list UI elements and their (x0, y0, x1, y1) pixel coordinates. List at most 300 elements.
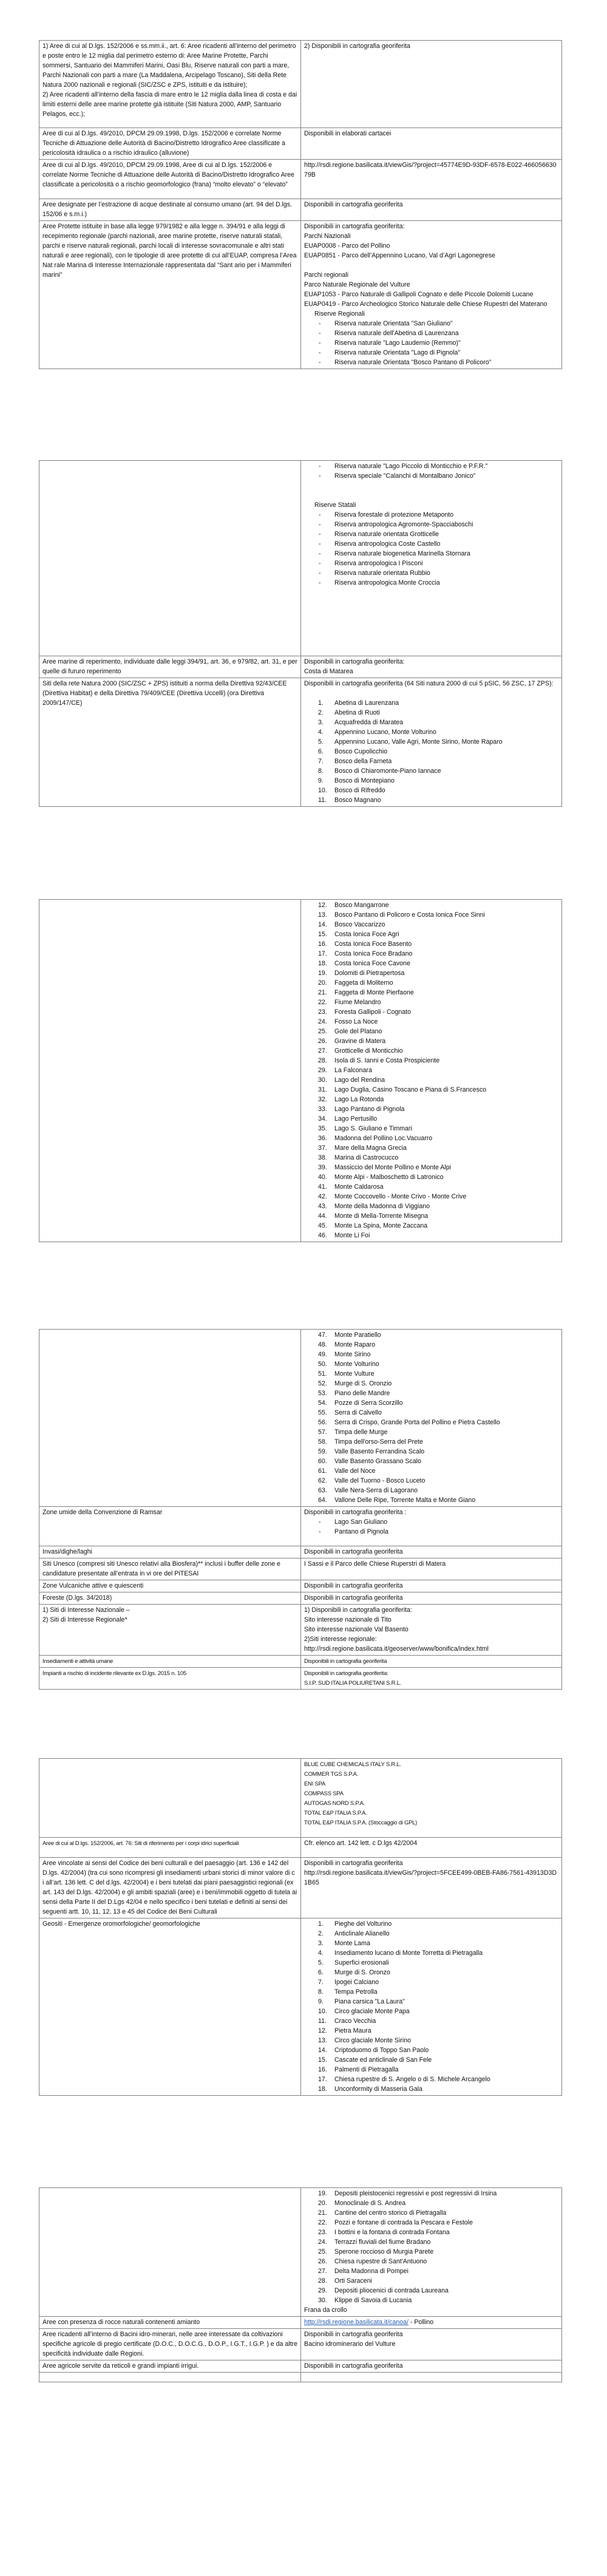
site-name: Bosco Cupolicchio (334, 748, 388, 755)
site-name: Pietra Maura (334, 2027, 371, 2034)
site-name: Costa Ionica Foce Bradano (334, 950, 413, 957)
site-name: Monte Sirino (334, 1351, 371, 1358)
list-item (304, 1987, 558, 1997)
list-number: 3. (318, 1940, 324, 1947)
table-row-empty (39, 2373, 562, 2382)
site-name: Pozzi e fontane di contrada la Pescara e Festole (334, 2219, 473, 2226)
site-name: Chiesa rupestre di Sant'Antuono (334, 2258, 427, 2265)
state-reserves-list (304, 510, 558, 588)
list-number: 24. (318, 2238, 327, 2246)
empty-cell (301, 2373, 562, 2382)
site-name: Bosco di Rifreddo (334, 787, 385, 794)
list-number: 45. (318, 1222, 327, 1229)
reserve-name: Riserva naturale biogenetica Marinella Stornara (334, 550, 470, 557)
list-item (304, 2266, 558, 2276)
geosites-list (304, 2189, 558, 2305)
list-item (304, 1427, 558, 1437)
list-item (304, 1330, 558, 1340)
list-item (304, 920, 558, 929)
company-name: COMPASS SPA (304, 1790, 344, 1796)
availability-text: Disponibili in cartografia georiferita: (304, 1670, 388, 1676)
site-name: Isola di S. Ianni e Costa Prospiciente (334, 1057, 440, 1064)
site-name: Monte Vulture (334, 1370, 375, 1378)
list-item (304, 1929, 558, 1939)
site-name: Vallone Delle Ripe, Torrente Malta e Monte Giano (334, 1497, 476, 1504)
list-number: 25. (318, 2248, 327, 2255)
criteria-text: Aree agricole servite da reticoli e grandi impianti irrigui. (39, 2360, 301, 2373)
site-name: Massiccio del Monte Pollino e Monte Alpi (334, 1164, 451, 1171)
site-name: Valle Nera-Serra di Lagorano (334, 1487, 418, 1494)
list-number: 12. (318, 2027, 327, 2034)
list-number: 63. (318, 1487, 327, 1494)
list-item (304, 1958, 558, 1968)
site-name: Anticlinale Alianello (334, 1930, 390, 1937)
row-availability (301, 2188, 562, 2317)
list-item (304, 1065, 558, 1075)
list-number: 28. (318, 1057, 327, 1064)
list-number: 25. (318, 1028, 327, 1035)
table-fragment-4 (39, 1329, 562, 1690)
site-name: Acquafredda di Maratea (334, 719, 404, 726)
ramsar-list (304, 1517, 558, 1537)
list-item (304, 708, 558, 718)
list-number: 11. (318, 2017, 327, 2025)
table-row (39, 2317, 562, 2329)
gis-link[interactable]: http://rsdi.regione.basilicata.it/viewGis/?project=5FCEE499-0BEB-FA86-7561-43913D3D1B65 (304, 1869, 557, 1886)
list-number: 59. (318, 1448, 327, 1455)
row-availability (301, 2317, 562, 2329)
list-item (304, 997, 558, 1007)
criteria-text: Aree ricadenti all’interno di Bacini idro-minerari, nelle aree interessate da coltivazioni specifiche agricole di pregio certificate (D.O.C., D.O.C.G., D.O.P., I.G.T., I.G.P. ) e da altre specificità individuate dalle Regioni. (39, 2329, 301, 2360)
list-item (304, 1182, 558, 1192)
spacer (304, 491, 558, 500)
list-number: 2. (318, 1930, 324, 1937)
list-item (304, 461, 558, 471)
list-number: 26. (318, 1038, 327, 1045)
list-item (304, 1114, 558, 1124)
site-name: Lago Pertusillo (334, 1115, 378, 1123)
list-number: 34. (318, 1115, 327, 1123)
list-item (304, 1104, 558, 1114)
list-number: 16. (318, 2066, 327, 2073)
site-name: Appennino Lucano, Monte Volturino (334, 729, 436, 736)
site-name: Monte Li Foi (334, 1232, 370, 1239)
site-name: Murge di S. Oronzio (334, 1380, 392, 1387)
site-name: Foresta Gallipoli - Cognato (334, 1008, 412, 1016)
availability-text: Bacino idrominerario del Vulture (304, 2340, 396, 2348)
list-item (304, 1977, 558, 1987)
list-item (304, 959, 558, 968)
spacer (304, 481, 558, 491)
bullet-dash-icon: - (319, 472, 321, 480)
list-item (304, 1085, 558, 1095)
availability-text: Costa di Matarea (304, 668, 353, 675)
list-item (304, 1163, 558, 1172)
site-name: Insediamento lucano di Monte Torretta di Pietragalla (334, 1949, 483, 1957)
bullet-dash-icon: - (319, 320, 321, 327)
table-row (39, 1507, 562, 1546)
list-number: 9. (318, 777, 324, 784)
row-availability (301, 41, 562, 128)
availability-text: Frana da crollo (304, 2306, 347, 2314)
list-item (304, 1211, 558, 1221)
list-number: 10. (318, 2008, 327, 2015)
natura-sites-list (304, 900, 558, 1240)
list-item (304, 2075, 558, 2084)
availability-text: 1) Disponibili in cartografia georiferita: (304, 1606, 412, 1614)
table-row-protected-areas-cont (39, 461, 562, 656)
site-name: Cascate ed anticlinale di San Fele (334, 2056, 432, 2064)
list-number: 1. (318, 699, 324, 707)
reserve-name: Riserva antropologica Coste Castello (334, 540, 441, 548)
site-name: Piano delle Mandre (334, 1390, 390, 1397)
site-name: Piana carsica "La Laura" (334, 1998, 405, 2005)
list-number: 14. (318, 921, 327, 928)
bullet-dash-icon: - (319, 1518, 321, 1526)
row-criteria (39, 128, 301, 160)
criteria-text: Aree con presenza di rocce naturali contenenti amianto (39, 2317, 301, 2329)
site-name: Fiume Melandro (334, 999, 381, 1006)
list-item (304, 358, 558, 367)
site-name: Valle del Tuorno - Bosco Luceto (334, 1477, 426, 1484)
list-item (304, 1192, 558, 1201)
site-name: Madonna del Pollino Loc.Vacuarro (334, 1135, 433, 1142)
reserve-name: Riserva speciale "Calanchi di Montalbano Jonico" (334, 472, 476, 480)
site-name: Faggeta di Moliterno (334, 979, 393, 987)
list-number: 3. (318, 719, 324, 726)
list-item (304, 328, 558, 338)
park-item: EUAP0008 - Parco del Pollino (304, 242, 390, 250)
list-item (304, 978, 558, 988)
bullet-dash-icon: - (319, 511, 321, 518)
site-name: Bosco di Chiaromonte-Piano Iannace (334, 767, 441, 775)
criteria-text: Zone umide della Convenzione di Ramsar (39, 1507, 301, 1546)
regional-reserves-list-cont (304, 461, 558, 481)
site-name: Faggeta di Monte Pierfaone (334, 989, 414, 996)
natura-sites-list (304, 1330, 558, 1505)
list-number: 19. (318, 970, 327, 977)
list-item (304, 1369, 558, 1379)
list-number: 38. (318, 1154, 327, 1161)
list-number: 54. (318, 1399, 327, 1407)
list-item (304, 1997, 558, 2007)
list-number: 27. (318, 1047, 327, 1055)
table-row (39, 656, 562, 678)
list-item (304, 1046, 558, 1056)
bullet-dash-icon: - (319, 531, 321, 538)
list-number: 40. (318, 1174, 327, 1181)
row-criteria (39, 656, 301, 678)
national-parks-heading: Parchi Nazionali (304, 233, 351, 240)
list-number: 12. (318, 902, 327, 909)
list-number: 21. (318, 989, 327, 996)
table-row (39, 1858, 562, 1918)
list-item (304, 2208, 558, 2218)
row-availability (301, 1858, 562, 1918)
site-name: Monte di Mella-Torrente Misegna (334, 1212, 429, 1220)
site-name: Bosco Pantano di Policoro e Costa Ionica Foce Sinni (334, 911, 485, 919)
list-item (304, 1201, 558, 1211)
criteria-text: 2) Siti di Interesse Regionale* (42, 1616, 127, 1623)
company-name: TOTAL E&P ITALIA S.P.A. (304, 1809, 367, 1816)
availability-text: I Sassi e il Parco delle Chiese Ruperstri di Matera (301, 1558, 562, 1580)
criteria-text: 1) Siti di Interesse Nazionale – (42, 1606, 130, 1614)
criteria-text: Impianti a rischio di incidente rilevante ex D.lgs. 2015 n. 105 (39, 1668, 301, 1690)
availability-text: Cfr. elenco art. 142 lett. c D.lgs 42/2004 (301, 1838, 562, 1858)
list-number: 20. (318, 2200, 327, 2207)
list-item (304, 1456, 558, 1466)
list-item (304, 1447, 558, 1456)
list-number: 33. (318, 1106, 327, 1113)
row-criteria (39, 41, 301, 128)
list-item (304, 910, 558, 920)
list-item (304, 471, 558, 481)
natura-sites-list (304, 698, 558, 805)
list-number: 24. (318, 1018, 327, 1025)
availability-text: Disponibili in cartografia georiferita (304, 201, 403, 208)
bonifica-link[interactable]: http://rsdi.regione.basilicata.it/geoserver/www/bonifica/index.html (304, 1645, 489, 1653)
list-number: 64. (318, 1497, 327, 1504)
row-criteria (39, 2188, 301, 2317)
site-name: La Falconara (334, 1067, 372, 1074)
table-row-geositi-cont (39, 2188, 562, 2317)
list-number: 37. (318, 1144, 327, 1152)
list-item (304, 988, 558, 997)
site-name: Orti Saraceni (334, 2277, 372, 2285)
row-availability (301, 656, 562, 678)
list-item (304, 1379, 558, 1388)
table-row (39, 160, 562, 199)
criteria-text: Zone Vulcaniche attive e quiescenti (39, 1580, 301, 1592)
site-name: Timpa delle Murge (334, 1429, 388, 1436)
list-item (304, 929, 558, 939)
site-name: Serra di Calvello (334, 1409, 382, 1416)
list-item (304, 949, 558, 959)
list-item (304, 2247, 558, 2257)
site-name: Circo glaciale Monte Sirino (334, 2037, 412, 2044)
list-item (304, 510, 558, 520)
table-row (39, 1838, 562, 1858)
list-number: 42. (318, 1193, 327, 1200)
list-item (304, 2286, 558, 2296)
bullet-dash-icon: - (319, 540, 321, 548)
list-number: 43. (318, 1203, 327, 1210)
availability-intro: Disponibili in cartografia georiferita: (304, 223, 405, 230)
list-number: 30. (318, 1076, 327, 1084)
list-item (304, 1350, 558, 1359)
list-item (304, 529, 558, 539)
site-name: Terrazzi fluviali del fiume Bradano (334, 2238, 431, 2246)
canoa-link[interactable]: http://rsdi.regione.basilicata.it/canoa/ (304, 2319, 409, 2326)
list-item (304, 2237, 558, 2247)
gis-link[interactable]: http://rsdi.regione.basilicata.it/viewGis/?project=45774E9D-93DF-6578-E022-46605663079B (304, 161, 557, 178)
list-item (304, 2036, 558, 2045)
list-number: 29. (318, 2287, 327, 2294)
list-item (304, 900, 558, 910)
list-item (304, 1418, 558, 1427)
list-number: 41. (318, 1183, 327, 1191)
list-item (304, 338, 558, 348)
reserve-name: Riserva naturale Orientata "San Giuliano" (334, 320, 453, 327)
list-number: 2. (318, 709, 324, 716)
availability-intro: Disponibili in cartografia georiferita (64 Siti natura 2000 di cui 5 pSIC, 56 ZSC, 17 ZPS): (304, 680, 554, 687)
bullet-dash-icon: - (319, 339, 321, 347)
row-criteria (39, 1759, 301, 1838)
site-name: Monte Lama (334, 1940, 370, 1947)
table-row-natura-2000-cont (39, 900, 562, 1242)
company-name: ENI SPA (304, 1780, 325, 1787)
empty-cell (39, 2373, 301, 2382)
regional-reserves-list (304, 319, 558, 367)
bullet-dash-icon: - (319, 521, 321, 528)
reserve-name: Riserva naturale dell'Abetina di Laurenzana (334, 330, 459, 337)
list-item (304, 2296, 558, 2305)
row-criteria (39, 199, 301, 221)
site-name: Monte Alpi - Malboschetto di Latronico (334, 1174, 444, 1181)
spacer (304, 688, 558, 698)
table-fragment-5 (39, 1758, 562, 2096)
list-item (304, 1007, 558, 1017)
list-number: 56. (318, 1419, 327, 1426)
list-number: 47. (318, 1331, 327, 1339)
bullet-dash-icon: - (319, 1528, 321, 1535)
site-name: Superfici erosionali (334, 1959, 389, 1966)
list-item (304, 776, 558, 786)
list-item (304, 1495, 558, 1505)
list-item (304, 319, 558, 328)
spacer (304, 260, 558, 270)
company-name: TOTAL E&P ITALIA S.P.A. (Stoccaggio di GPL) (304, 1819, 418, 1826)
table-row (39, 199, 562, 221)
list-item (304, 1476, 558, 1486)
site-name: Valle Basento Ferrandina Scalo (334, 1448, 425, 1455)
site-name: Pozze di Serra Scorzillo (334, 1399, 403, 1407)
availability-text: 2)Siti interesse regionale: (304, 1636, 377, 1643)
wetland-name: Pantano di Pignola (334, 1528, 388, 1535)
list-item (304, 1437, 558, 1447)
list-number: 8. (318, 1988, 324, 1996)
criteria-text: 1) Aree di cui al D.lgs. 152/2006 e ss.mm.ii., art. 6: Aree ricadenti all’interno del perimetro e poste entro le 12 miglia dal perimetro esterno di: Aree Marine Protette, Parchi sommersi, Santuario dei Mammiferi Marini, Oasi Blu, Riserve naturali con parti a mare, Parchi Nazionali con parti a mare (La Maddalena, Arcipelago Toscano), Siti della Rete Natura 2000 nazionali e regionali (SIC/ZSC e ZPS, istituiti e da istituire); 2) Aree ricadenti all’interno della fascia di mare entro le 12 miglia dalla linea di costa e dai limiti esterni delle aree marine protette già istituite (Siti Natura 2000, AMP, Santuario Pelagos, ecc.); (42, 42, 297, 118)
list-item (304, 1398, 558, 1408)
row-availability (301, 1918, 562, 2096)
list-item (304, 348, 558, 358)
site-name: Gole del Platano (334, 1028, 382, 1035)
site-name: I bottini e la fontana di contrada Fontana (334, 2229, 450, 2236)
site-name: Monte Coccovello - Monte Crivo - Monte Crive (334, 1193, 467, 1200)
criteria-text: Invasi/dighe/laghi (39, 1546, 301, 1558)
row-criteria (39, 160, 301, 199)
table-fragment-3 (39, 899, 562, 1242)
list-number: 52. (318, 1380, 327, 1387)
list-item (304, 1968, 558, 1977)
row-availability (301, 1605, 562, 1656)
list-number: 58. (318, 1438, 327, 1446)
list-number: 55. (318, 1409, 327, 1416)
company-name: COMMER TGS S.P.A. (304, 1770, 358, 1777)
company-name: BLUE CUBE CHEMICALS ITALY S.R.L. (304, 1761, 401, 1767)
regional-reserves-heading: Riserve Regionali (314, 310, 365, 318)
table-row (39, 2360, 562, 2373)
criteria-text: Aree Protette istituite in base alla legge 979/1982 e alla legge n. 394/91 e alla leggi di recepimento regionale (parchi nazionali, aree marine protette, riserve naturali statali, parchi e riserve naturali regionali, parchi locali di interesse sovracomunale e altri stati naturali e aree regionali), con le tipologie di aree protette di cui all’EUAP, compresa l’Area Nat rale Marina di Interesse Internazionale rappresentata dal “Sant ario per i Mammiferi marini” (42, 223, 297, 279)
park-item: EUAP0419 - Parco Archeologico Storico Naturale delle Chiese Rupestri del Materano (304, 301, 548, 308)
list-item (304, 766, 558, 776)
list-number: 4. (318, 729, 324, 736)
site-name: Monte Raparo (334, 1341, 376, 1348)
availability-text: Disponibili in cartografia georiferita (304, 2331, 403, 2338)
list-number: 7. (318, 758, 324, 765)
availability-text: Disponibili in cartografia georiferita (301, 2360, 562, 2373)
site-name: Serra di Crispo, Grande Porta del Pollino e Pietra Castello (334, 1419, 500, 1426)
list-item (304, 1388, 558, 1398)
site-name: Grotticelle di Monticchio (334, 1047, 403, 1055)
bullet-dash-icon: - (319, 359, 321, 366)
list-number: 53. (318, 1390, 327, 1397)
site-name: Mare della Magna Grecia (334, 1144, 407, 1152)
list-number: 31. (318, 1086, 327, 1093)
site-name: Monte Volturino (334, 1361, 379, 1368)
row-availability (301, 1668, 562, 1690)
availability-text: Disponibili in cartografia georiferita: (304, 658, 405, 665)
site-name: Lago Pantano di Pignola (334, 1106, 405, 1113)
list-number: 51. (318, 1370, 327, 1378)
list-item (304, 2084, 558, 2094)
list-number: 1. (318, 1920, 324, 1928)
list-number: 20. (318, 979, 327, 987)
list-item (304, 2189, 558, 2198)
constraints-table (39, 460, 562, 807)
park-item: EUAP1053 - Parco Naturale di Gallipoli Cognato e delle Piccole Dolomiti Lucane (304, 291, 534, 298)
list-number: 29. (318, 1067, 327, 1074)
site-name: Marina di Castrocucco (334, 1154, 399, 1161)
list-item (304, 2218, 558, 2228)
table-row-natura-2000-cont (39, 1330, 562, 1507)
list-item (304, 1172, 558, 1182)
list-item (304, 2228, 558, 2237)
site-name: Criptoduomo di Toppo San Paolo (334, 2047, 429, 2054)
site-name: Abetina di Laurenzana (334, 699, 399, 707)
list-number: 11. (318, 797, 327, 804)
site-name: Craco Vecchia (334, 2017, 376, 2025)
list-number: 18. (318, 960, 327, 967)
list-item (304, 727, 558, 737)
row-availability (301, 128, 562, 160)
site-name: Costa Ionica Foce Basento (334, 940, 412, 948)
list-item (304, 1075, 558, 1085)
list-item (304, 795, 558, 805)
availability-text: Disponibili in cartografia georiferita (301, 1546, 562, 1558)
list-item (304, 2016, 558, 2026)
list-item (304, 1124, 558, 1133)
list-item (304, 2045, 558, 2055)
list-item (304, 1027, 558, 1036)
site-name: Bosco Vaccarizzo (334, 921, 385, 928)
criteria-text: Aree di cui al D.lgs. 49/2010, DPCM 29.09.1998, Aree di cui al D.lgs. 152/2006 e correlate Norme Tecniche di Attuazione delle Autorità di Bacino/Distretto Idrografico Aree classificate a pericolosità o a rischio geomorfologico (frana) “molto elevato” o “elevato” (42, 161, 294, 188)
site-name: Circo glaciale Monte Papa (334, 2008, 410, 2015)
criteria-text: Aree marine di reperimento, individuate dalle leggi 394/91, art. 36, e 979/82, art. 31, e per quelle di fururo reperimento (42, 658, 297, 675)
row-availability (301, 199, 562, 221)
company-name: AUTOGAS NORD S.P.A. (304, 1799, 365, 1806)
site-name: Bosco della Farneta (334, 758, 392, 765)
row-criteria (39, 221, 301, 369)
row-availability (301, 221, 562, 369)
site-name: Abetina di Ruoti (334, 709, 380, 716)
site-name: Monte Paratiello (334, 1331, 381, 1339)
list-item (304, 968, 558, 978)
list-item (304, 1221, 558, 1231)
list-number: 6. (318, 748, 324, 755)
list-item (304, 2276, 558, 2286)
criteria-text: Foreste (D.lgs. 34/2018) (39, 1592, 301, 1605)
